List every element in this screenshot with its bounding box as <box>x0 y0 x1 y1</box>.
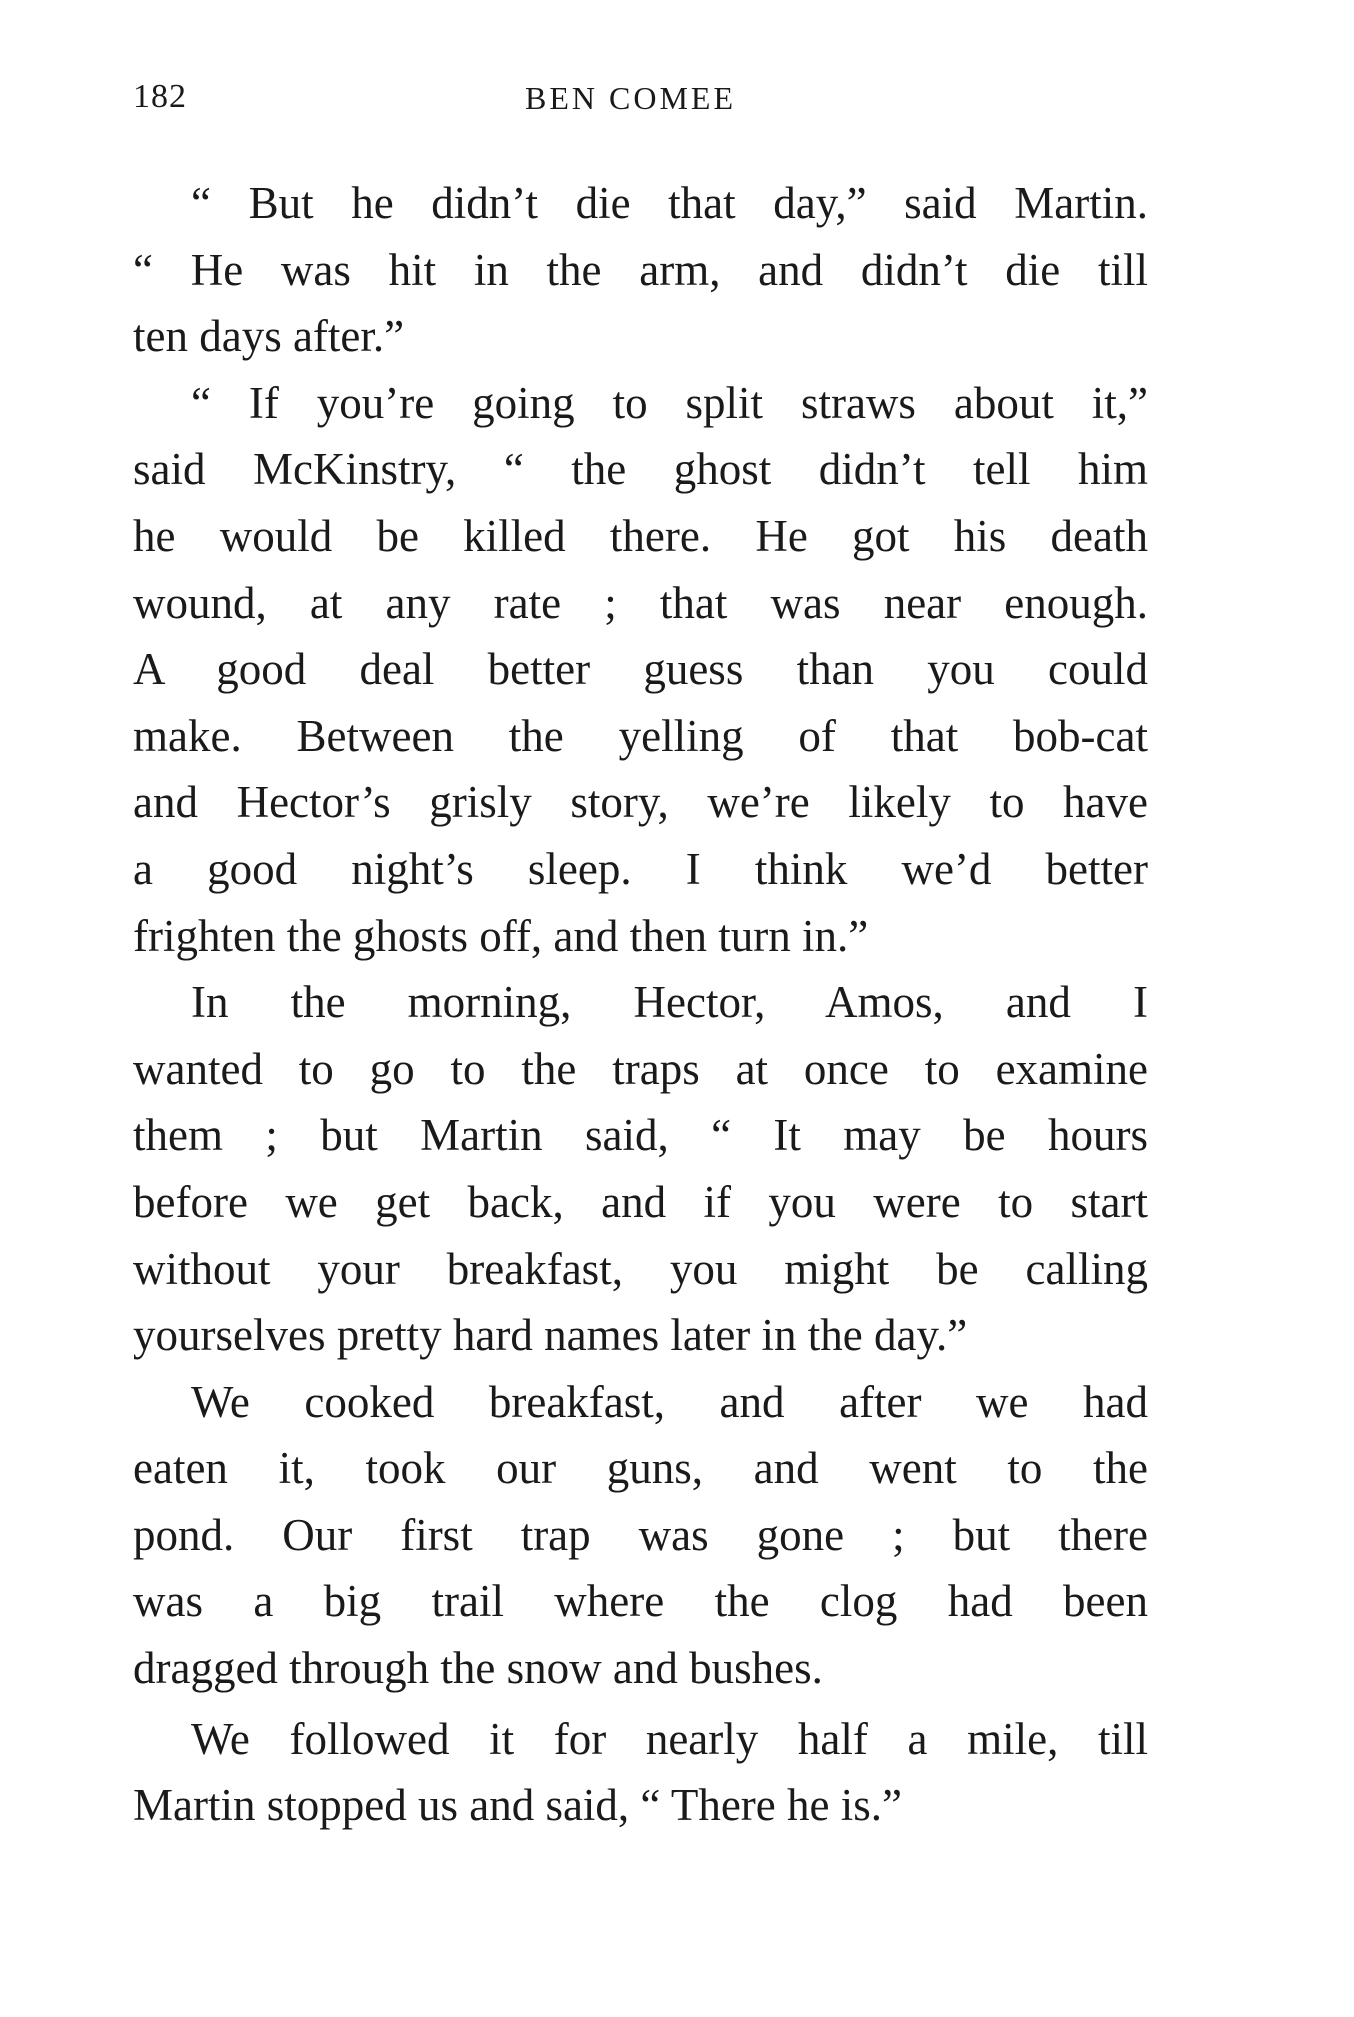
text-line: was a big trail where the clog had been <box>133 1576 1148 1627</box>
page-number: 182 <box>133 78 187 115</box>
running-title: BEN COMEE <box>525 80 736 116</box>
text-line: We cooked breakfast, and after we had <box>191 1376 1148 1427</box>
text-line: frighten the ghosts off, and then turn in.” <box>133 910 869 961</box>
body-text <box>133 170 1148 1839</box>
text-line: without your breakfast, you might be calling <box>133 1243 1148 1294</box>
text-line: ten days after.” <box>133 311 405 362</box>
text-line: eaten it, took our guns, and went to the <box>133 1443 1148 1494</box>
text-line: said McKinstry, “ the ghost didn’t tell him <box>133 444 1148 495</box>
text-line: wound, at any rate ; that was near enough. <box>133 577 1148 628</box>
text-line: pond. Our first trap was gone ; but there <box>133 1509 1148 1560</box>
text-line: A good deal better guess than you could <box>133 644 1148 695</box>
text-line: a good night’s sleep. I think we’d better <box>133 843 1148 894</box>
text-line: dragged through the snow and bushes. <box>133 1643 823 1694</box>
text-line: “ He was hit in the arm, and didn’t die till <box>133 244 1148 295</box>
text-line: before we get back, and if you were to start <box>133 1176 1148 1227</box>
text-line: “ But he didn’t die that day,” said Martin. <box>191 178 1148 228</box>
text-line: In the morning, Hector, Amos, and I <box>191 977 1148 1028</box>
text-line: “ If you’re going to split straws about it,” <box>191 377 1148 428</box>
text-line: make. Between the yelling of that bob-cat <box>133 710 1148 761</box>
text-line: Martin stopped us and said, “ There he is.” <box>133 1780 902 1831</box>
text-line: them ; but Martin said, “ It may be hours <box>133 1110 1148 1161</box>
text-line: yourselves pretty hard names later in the day.” <box>133 1310 968 1361</box>
running-head <box>133 78 1148 128</box>
text-line: wanted to go to the traps at once to examine <box>133 1043 1148 1094</box>
text-line: he would be killed there. He got his death <box>133 510 1148 561</box>
text-line: and Hector’s grisly story, we’re likely to have <box>133 777 1148 828</box>
text-line: We followed it for nearly half a mile, till <box>191 1713 1148 1764</box>
